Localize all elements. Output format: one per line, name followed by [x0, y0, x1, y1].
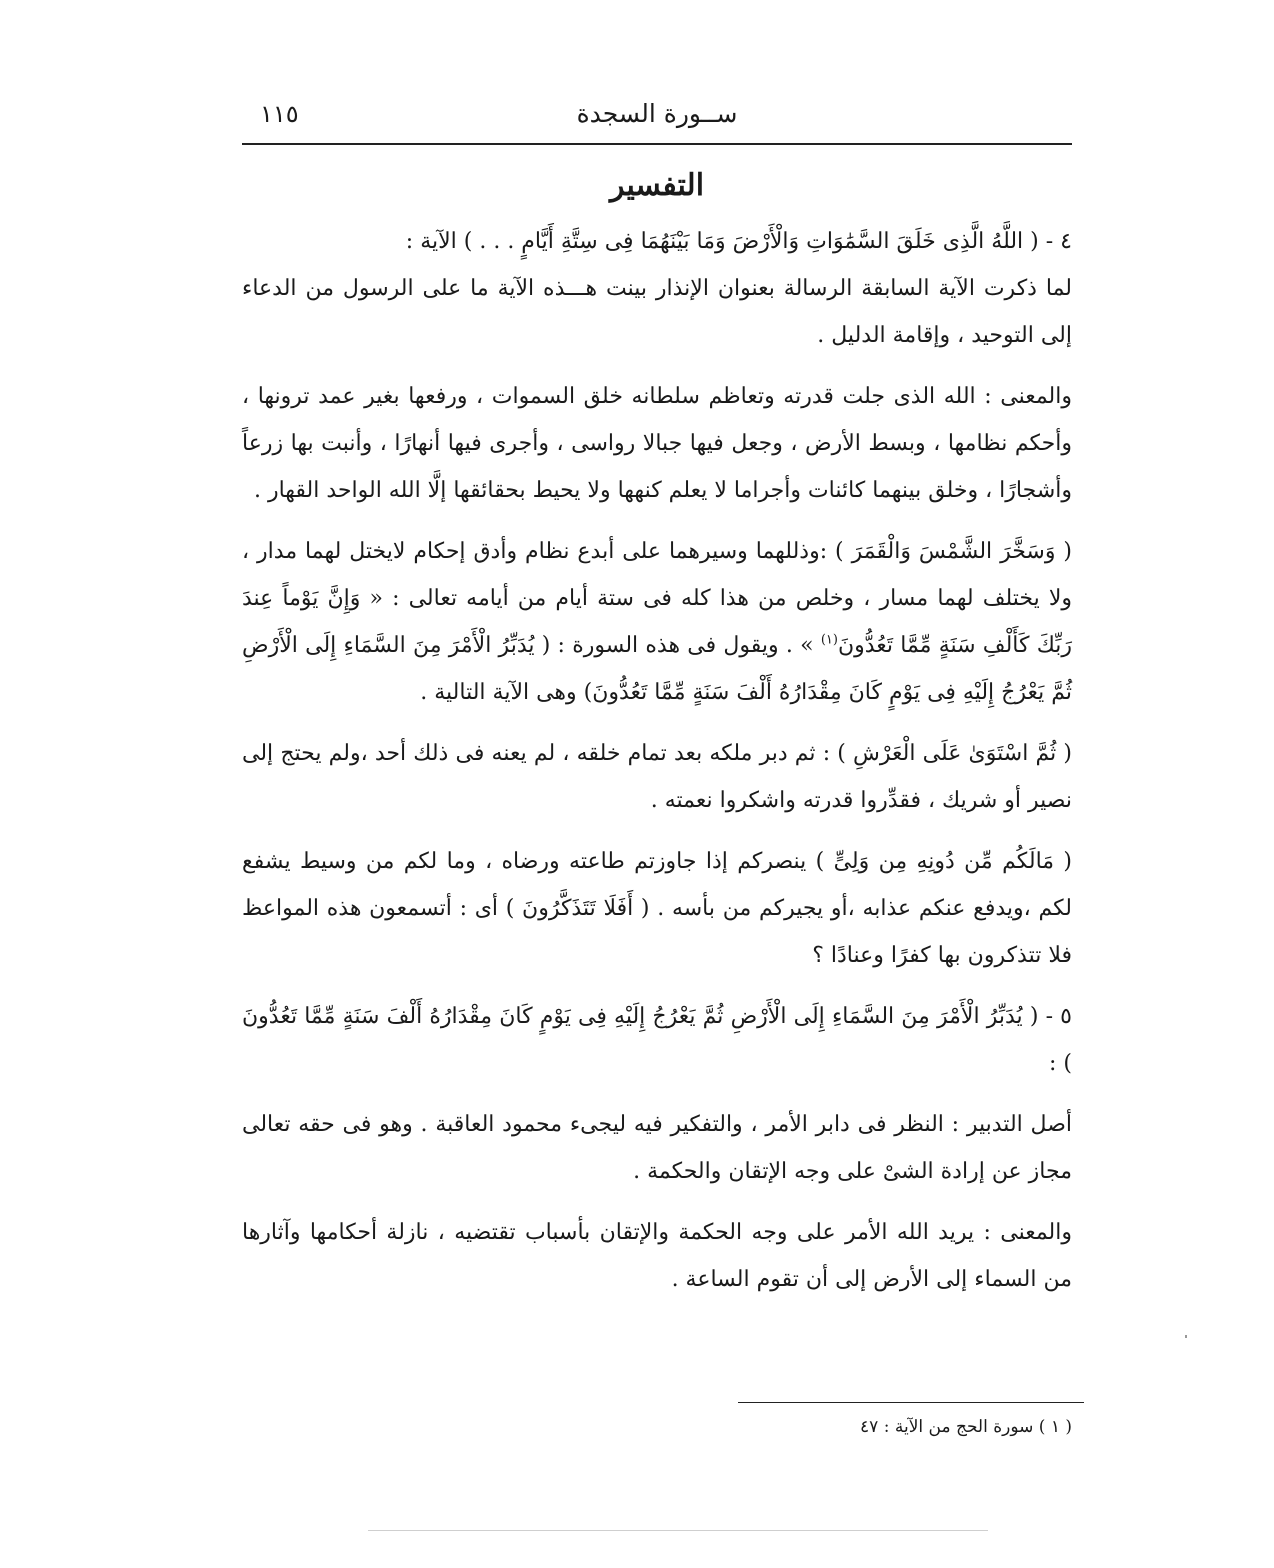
- paragraph-meaning-2: والمعنى : يريد الله الأمر على وجه الحكمة والإتقان بأسباب تقتضيه ، نازلة أحكامها وآثارها من السماء إلى الأرض إلى أن تقوم الساعة .: [242, 1220, 1072, 1292]
- header-divider: [242, 143, 1072, 145]
- paragraph-throne: ( ثُمَّ اسْتَوَىٰ عَلَى الْعَرْشِ ) : ثم دبر ملكه بعد تمام خلقه ، لم يعنه فى ذلك أحد ،ولم يحتج إلى نصير أو شريك ، فقدِّروا قدرته واشكروا نعمته .: [242, 741, 1072, 813]
- page-header: [242, 96, 1072, 132]
- paragraph-tadbir: أصل التدبير : النظر فى دابر الأمر ، والتفكير فيه ليجىء محمود العاقبة . وهو فى حقه تعالى مجاز عن إرادة الشىْ على وجه الإتقان والحكمة .: [242, 1112, 1072, 1184]
- commentary-body: [242, 218, 1072, 1303]
- verse-5-heading: ٥ - ( يُدَبِّرُ الْأَمْرَ مِنَ السَّمَاءِ إِلَى الْأَرْضِ ثُمَّ يَعْرُجُ إِلَيْهِ فِى يَوْمٍ كَانَ مِقْدَارُهُ أَلْفَ سَنَةٍ مِّمَّا تَعُدُّونَ ) :: [242, 1004, 1072, 1076]
- paragraph-meaning: والمعنى : الله الذى جلت قدرته وتعاظم سلطانه خلق السموات ، ورفعها بغير عمد ترونها ، وأحكم نظامها ، وبسط الأرض ، وجعل فيها جبالا رواسى ، وأجرى فيها أنهارًا ، وأنبت بها زرعاً وأشجارًا ، وخلق بينهما كائنات وأجراما لا يعلم كنهها ولا يحيط بحقائقها إلَّا الله الواحد القهار .: [242, 384, 1072, 503]
- surah-title: ســورة السجدة: [576, 99, 738, 128]
- paragraph-protector: ( مَالَكُم مِّن دُونِهِ مِن وَلِىٍّ ) ينصركم إذا جاوزتم طاعته ورضاه ، وما لكم من وسيط يشفع لكم ،ويدفع عنكم عذابه ،أو يجيركم من بأسه . ( أَفَلَا تَتَذَكَّرُونَ ) أى : أتسمعون هذه المواعظ فلا تتذكرون بها كفرًا وعنادًا ؟: [242, 849, 1072, 968]
- footnote-divider: [738, 1402, 1084, 1403]
- footnote: ( ١ ) سورة الحج من الآية : ٤٧: [860, 1417, 1072, 1437]
- paragraph-sun-moon: [242, 528, 1072, 716]
- paragraph-intro: لما ذكرت الآية السابقة الرسالة بعنوان الإنذار بينت هـــذه الآية ما على الرسول من الدعاء إلى التوحيد ، وإقامة الدليل .: [242, 276, 1072, 348]
- verse-4-heading: ٤ - ( اللَّهُ الَّذِى خَلَقَ السَّمَٰوَاتِ وَالْأَرْضَ وَمَا بَيْنَهُمَا فِى سِتَّةِ أَيَّامٍ . . . ) الآية :: [405, 229, 1072, 254]
- paragraph-sun-moon-text: ( وَسَخَّرَ الشَّمْسَ وَالْقَمَرَ ) :وذللهما وسيرهما على أبدع نظام وأدق إحكام لايختل لهما مدار ، ولا يختلف لهما مسار ، وخلص من هذا كله فى ستة أيام من أيامه تعالى : « وَإِنَّ يَوْماً عِندَ رَبِّكَ كَأَلْفِ سَنَةٍ مِّمَّا تَعُدُّونَ: [242, 539, 1072, 658]
- scan-edge-line: [368, 1530, 988, 1531]
- page-number: ١١٥: [260, 100, 299, 128]
- scan-speck: [1185, 1335, 1187, 1338]
- footnote-reference: (١): [820, 632, 838, 648]
- paragraph-sun-moon-tail: » . ويقول فى هذه السورة : ( يُدَبِّرُ الْأَمْرَ مِنَ السَّمَاءِ إِلَى الْأَرْضِ ثُمَّ يَعْرُجُ إِلَيْهِ فِى يَوْمٍ كَانَ مِقْدَارُهُ أَلْفَ سَنَةٍ مِّمَّا تَعُدُّونَ) وهى الآية التالية .: [242, 633, 1072, 705]
- section-heading: التفسير: [609, 168, 705, 203]
